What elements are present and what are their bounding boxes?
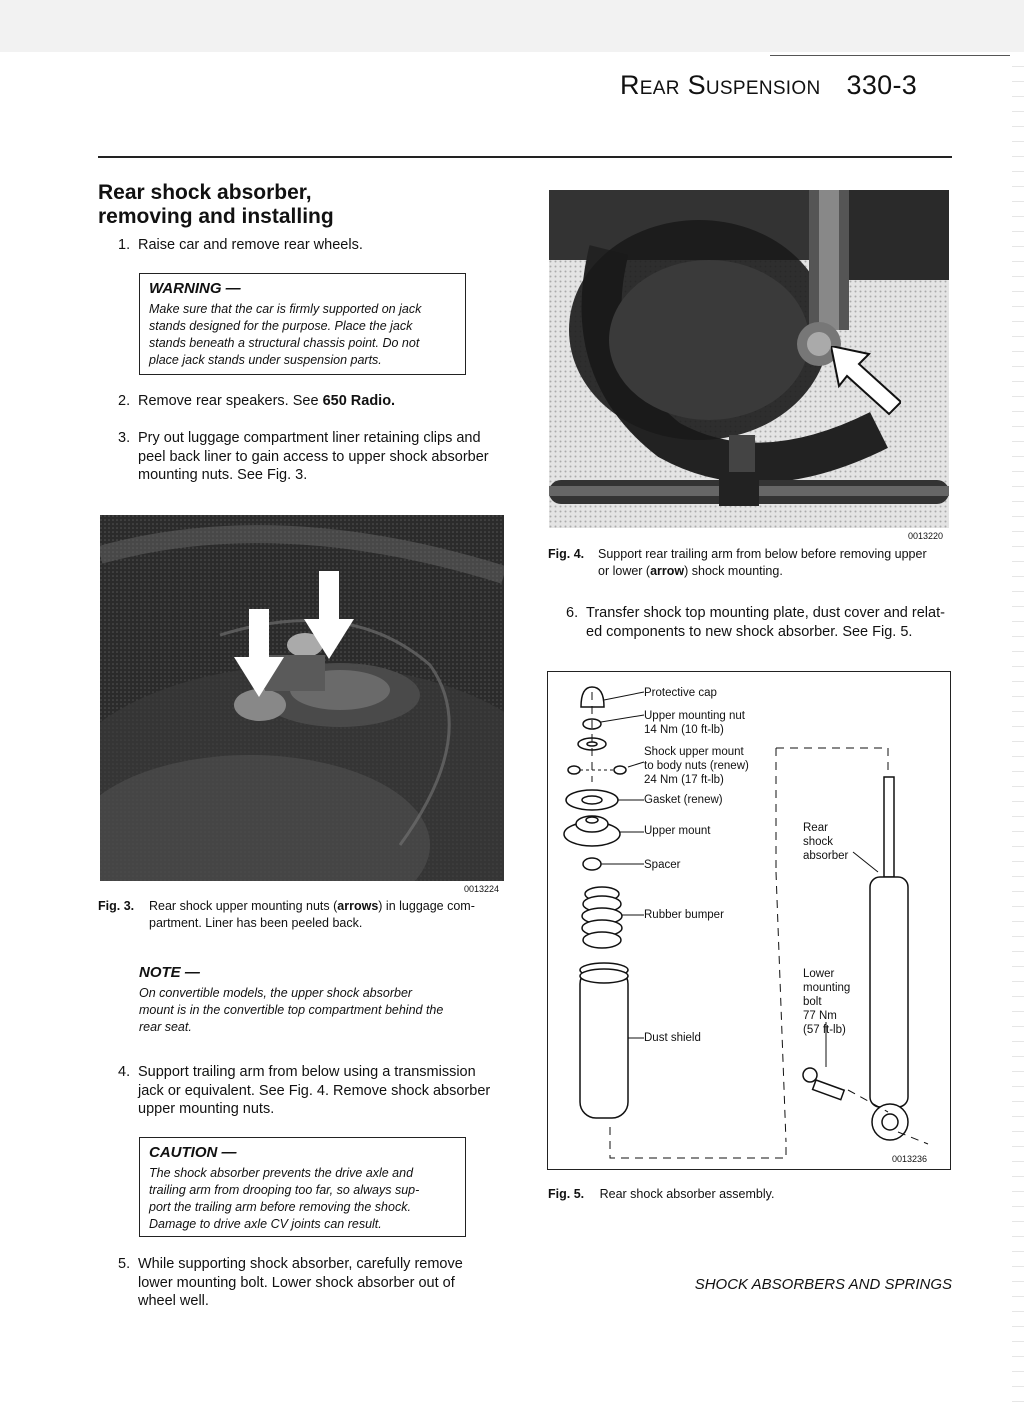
page-header — [620, 70, 917, 101]
step-line: jack or equivalent. See Fig. 4. Remove shock absorber — [138, 1082, 491, 1099]
note-line: On convertible models, the upper shock absorber — [139, 986, 413, 1000]
warning-body — [149, 301, 455, 369]
caption-line — [149, 898, 509, 915]
caution-line: The shock absorber prevents the drive axle and — [149, 1166, 414, 1180]
warning-title: WARNING — — [149, 280, 241, 297]
step-line: lower mounting bolt. Lower shock absorber out of — [138, 1274, 455, 1291]
caution-line: port the trailing arm before removing the shock. — [149, 1200, 411, 1214]
label-line: to body nuts (renew) — [644, 760, 749, 772]
label-line: Lower — [803, 968, 835, 980]
fig5-caption — [548, 1186, 958, 1203]
step-text — [138, 429, 508, 485]
step-line: wheel well. — [138, 1293, 209, 1309]
caption-text: Rear shock upper mounting nuts ( — [149, 899, 338, 913]
caption-line — [598, 563, 958, 580]
arrow-icon — [234, 609, 284, 697]
label-line: absorber — [803, 850, 849, 862]
fig5-label: Fig. 5. — [548, 1187, 585, 1201]
procedure-title — [98, 181, 498, 229]
caption-text: ) shock mounting. — [684, 564, 783, 578]
caution-line: Damage to drive axle CV joints can result. — [149, 1217, 382, 1231]
caption-text: or lower ( — [598, 564, 651, 578]
cross-reference: 650 Radio. — [322, 393, 396, 409]
caution-body — [149, 1165, 455, 1233]
step-line: ed components to new shock absorber. See Fig. 5. — [586, 623, 913, 640]
step-text-part: Remove rear speakers. See — [138, 393, 323, 409]
label-line: mounting — [803, 982, 851, 994]
step-line: Transfer shock top mounting plate, dust cover and relat- — [586, 605, 945, 621]
label-rear-shock — [803, 821, 848, 863]
caption-text: Rear shock absorber assembly. — [599, 1187, 775, 1201]
label-gasket: Gasket (renew) — [644, 794, 723, 806]
fig4-code: 0013220 — [908, 531, 944, 541]
caption-bold: arrow — [650, 564, 685, 578]
label-line: 24 Nm (17 ft-lb) — [644, 774, 724, 786]
step-number: 5. — [118, 1256, 131, 1272]
label-upper-nut — [644, 709, 745, 737]
label-line: Rear — [803, 822, 828, 834]
step-text: Raise car and remove rear wheels. — [138, 237, 363, 253]
step-number: 3. — [118, 430, 131, 446]
fig3-photo — [100, 515, 504, 881]
step-text — [138, 1255, 506, 1311]
warning-line: place jack stands under suspension parts. — [149, 353, 382, 367]
page-number: 330-3 — [846, 70, 918, 100]
step-6 — [566, 604, 961, 644]
label-line: Upper mounting nut — [644, 710, 746, 722]
label-protective-cap: Protective cap — [644, 687, 717, 699]
fig3-label: Fig. 3. — [98, 899, 135, 913]
caution-line: trailing arm from drooping too far, so always sup- — [149, 1183, 420, 1197]
section-footer: SHOCK ABSORBERS AND SPRINGS — [694, 1276, 952, 1293]
label-lower-bolt — [803, 967, 850, 1037]
step-5 — [118, 1255, 508, 1315]
step-1 — [118, 236, 508, 256]
step-number: 4. — [118, 1064, 131, 1080]
header-rule — [98, 156, 952, 158]
step-number: 2. — [118, 393, 131, 409]
label-line: 14 Nm (10 ft-lb) — [644, 724, 724, 736]
label-spacer: Spacer — [644, 859, 681, 871]
caption-line: partment. Liner has been peeled back. — [149, 916, 363, 930]
warning-line: Make sure that the car is firmly supported on jack — [149, 302, 422, 316]
note-body — [139, 985, 469, 1036]
scan-edge — [1012, 52, 1024, 1410]
section-title: Rear Suspension — [620, 70, 821, 100]
step-line: peel back liner to gain access to upper shock absorber — [138, 448, 489, 465]
arrow-icon — [304, 571, 354, 659]
label-line: 77 Nm — [803, 1010, 837, 1022]
scan-line — [770, 55, 1010, 56]
note-block — [139, 964, 469, 1036]
step-3 — [118, 429, 508, 489]
title-line-2: removing and installing — [98, 205, 334, 228]
step-2 — [118, 392, 508, 412]
warning-line: stands designed for the purpose. Place the jack — [149, 319, 413, 333]
note-line: rear seat. — [139, 1020, 192, 1034]
label-upper-mount: Upper mount — [644, 825, 711, 837]
caution-box — [139, 1137, 466, 1237]
label-line: bolt — [803, 996, 822, 1008]
step-line: Pry out luggage compartment liner retaining clips and — [138, 430, 481, 446]
step-text — [138, 1063, 508, 1119]
step-text — [138, 392, 395, 411]
fig5-diagram — [547, 671, 951, 1170]
caution-title: CAUTION — — [149, 1144, 237, 1161]
label-line: shock — [803, 836, 834, 848]
title-line-1: Rear shock absorber, — [98, 181, 312, 204]
arrow-icon — [831, 346, 901, 416]
label-body-nuts — [644, 745, 749, 787]
step-line: mounting nuts. See Fig. 3. — [138, 467, 308, 483]
fig5-drawing — [548, 672, 950, 1169]
warning-line: stands beneath a structural chassis point. Do not — [149, 336, 420, 350]
step-number: 6. — [566, 605, 579, 621]
fig4-photo — [549, 190, 949, 528]
caption-bold: arrows — [337, 899, 379, 913]
note-line: mount is in the convertible top compartment behind the — [139, 1003, 444, 1017]
label-line: (57 ft-lb) — [803, 1024, 846, 1036]
label-dust-shield: Dust shield — [644, 1032, 701, 1044]
step-line: upper mounting nuts. — [138, 1101, 275, 1117]
step-text — [586, 604, 961, 641]
caption-text: ) in luggage com- — [378, 899, 475, 913]
step-line: While supporting shock absorber, carefully remove — [138, 1256, 463, 1272]
label-line: Shock upper mount — [644, 746, 744, 758]
step-line: Support trailing arm from below using a transmission — [138, 1064, 476, 1080]
fig3-code: 0013224 — [464, 884, 500, 894]
step-number: 1. — [118, 237, 131, 253]
label-rubber-bumper: Rubber bumper — [644, 909, 724, 921]
note-title: NOTE — — [139, 964, 200, 981]
fig5-code: 0013236 — [892, 1154, 928, 1164]
fig3-illustration — [100, 515, 504, 881]
fig4-label: Fig. 4. — [548, 547, 585, 561]
caption-line: Support rear trailing arm from below before removing upper — [598, 547, 927, 561]
step-4 — [118, 1063, 508, 1123]
warning-box — [139, 273, 466, 375]
